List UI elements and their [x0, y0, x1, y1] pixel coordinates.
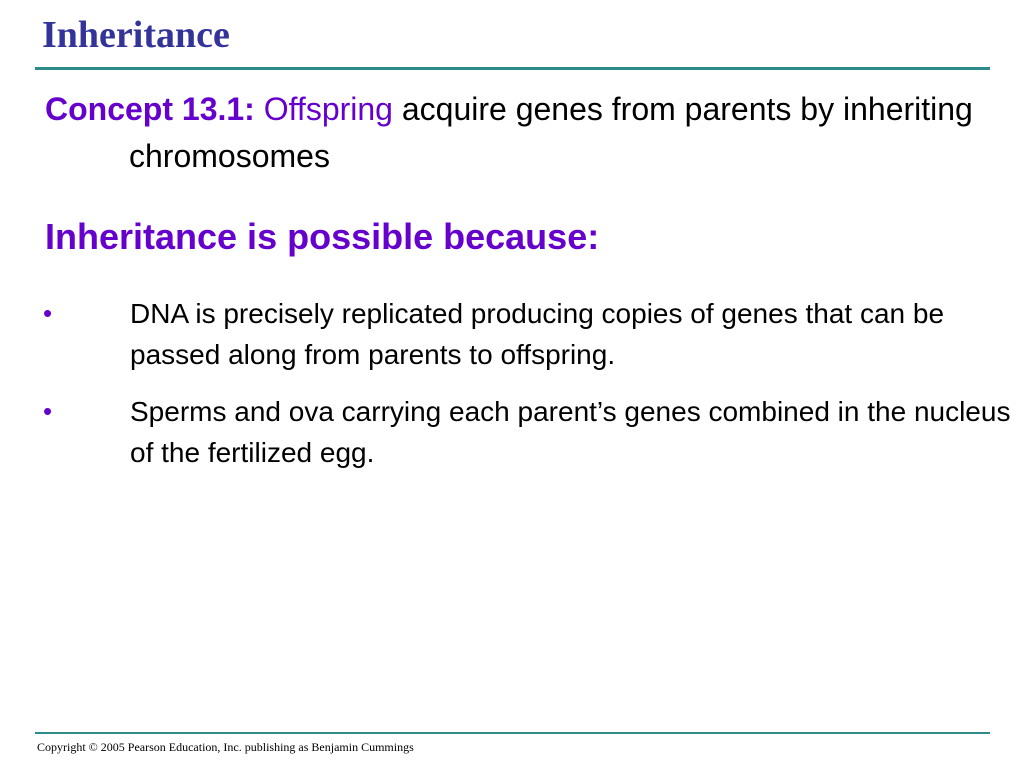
copyright-footer: Copyright © 2005 Pearson Education, Inc. publishing as Benjamin Cummings — [37, 740, 414, 754]
subheading: Inheritance is possible because: — [45, 216, 600, 257]
bullet-icon: • — [43, 396, 53, 426]
bullet-icon: • — [43, 298, 53, 328]
concept-text: acquire genes from parents by inheriting chromosomes — [129, 91, 973, 174]
bullet-list — [0, 293, 1024, 489]
slide-title: Inheritance — [42, 14, 230, 56]
title-divider — [35, 67, 990, 70]
bullet-text: DNA is precisely replicated producing copies of genes that can be passed along from parents to offspring. — [130, 298, 945, 370]
bullet-text: Sperms and ova carrying each parent’s genes combined in the nucleus of the fertilized egg. — [130, 396, 1011, 468]
concept-keyword: Offspring — [263, 91, 393, 127]
footer-divider — [35, 732, 990, 734]
list-item — [0, 293, 1024, 375]
concept-statement — [45, 86, 1024, 180]
concept-label: Concept 13.1: — [45, 91, 255, 127]
list-item — [0, 391, 1024, 473]
